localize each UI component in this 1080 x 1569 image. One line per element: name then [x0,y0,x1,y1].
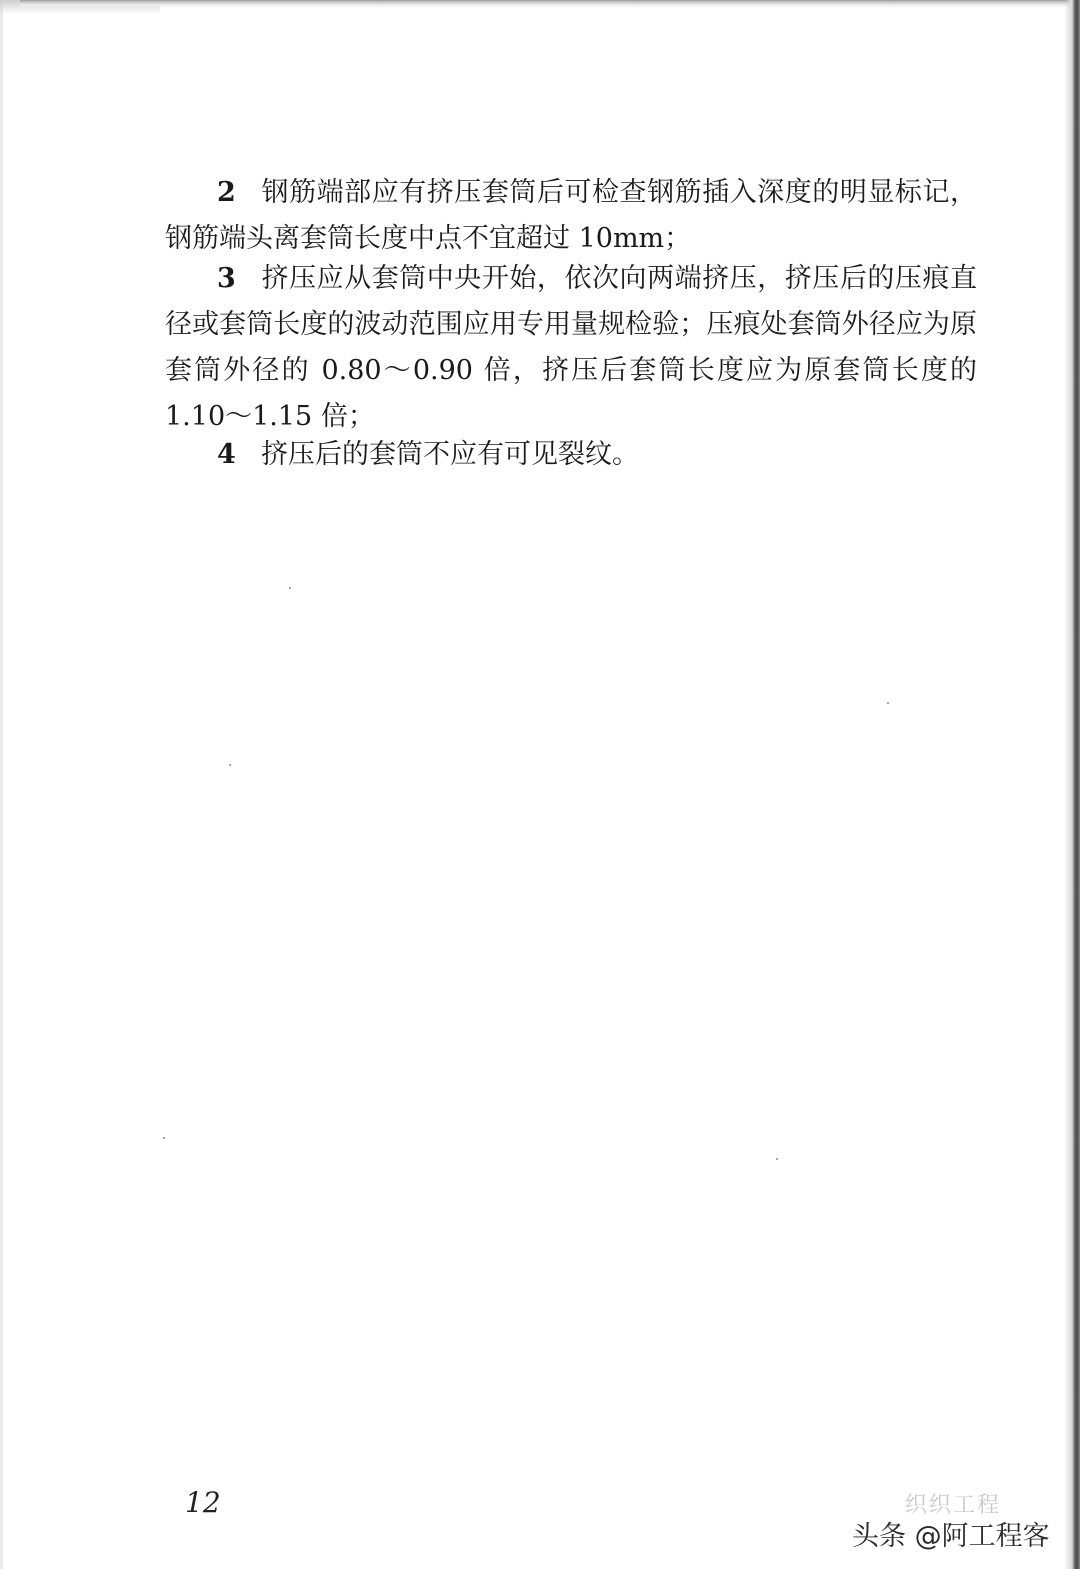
scan-speck [229,764,231,766]
clause-4 [165,432,977,478]
page-left-edge [0,0,3,1569]
clause-number: 4 [217,439,236,470]
clause-text: 钢筋端部应有挤压套筒后可检查钢筋插入深度的明显标记，钢筋端头离套筒长度中点不宜超过 10mm； [165,177,977,254]
clause-number: 3 [217,263,236,294]
clause-text: 挤压后的套筒不应有可见裂纹。 [261,439,639,470]
page-number: 12 [185,1486,221,1519]
page-top-edge [20,0,1070,8]
clause-2 [165,170,977,262]
scan-speck [776,1158,778,1160]
clause-text: 挤压应从套筒中央开始，依次向两端挤压，挤压后的压痕直径或套筒长度的波动范围应用专用量规检验；压痕处套筒外径应为原套筒外径的 0.80～0.90 倍，挤压后套筒长度应为原套筒长度的 1.10～1.15 倍； [165,263,977,432]
scan-speck [163,1137,165,1139]
page-right-edge [1064,0,1080,1569]
clause-3 [165,256,977,440]
scan-speck [887,702,889,704]
watermark-text: 头条 @阿工程客 [852,1521,1050,1552]
clause-number: 2 [217,177,236,208]
scan-speck [289,587,291,589]
watermark-ghost-text: 织织工程 [905,1493,1002,1518]
